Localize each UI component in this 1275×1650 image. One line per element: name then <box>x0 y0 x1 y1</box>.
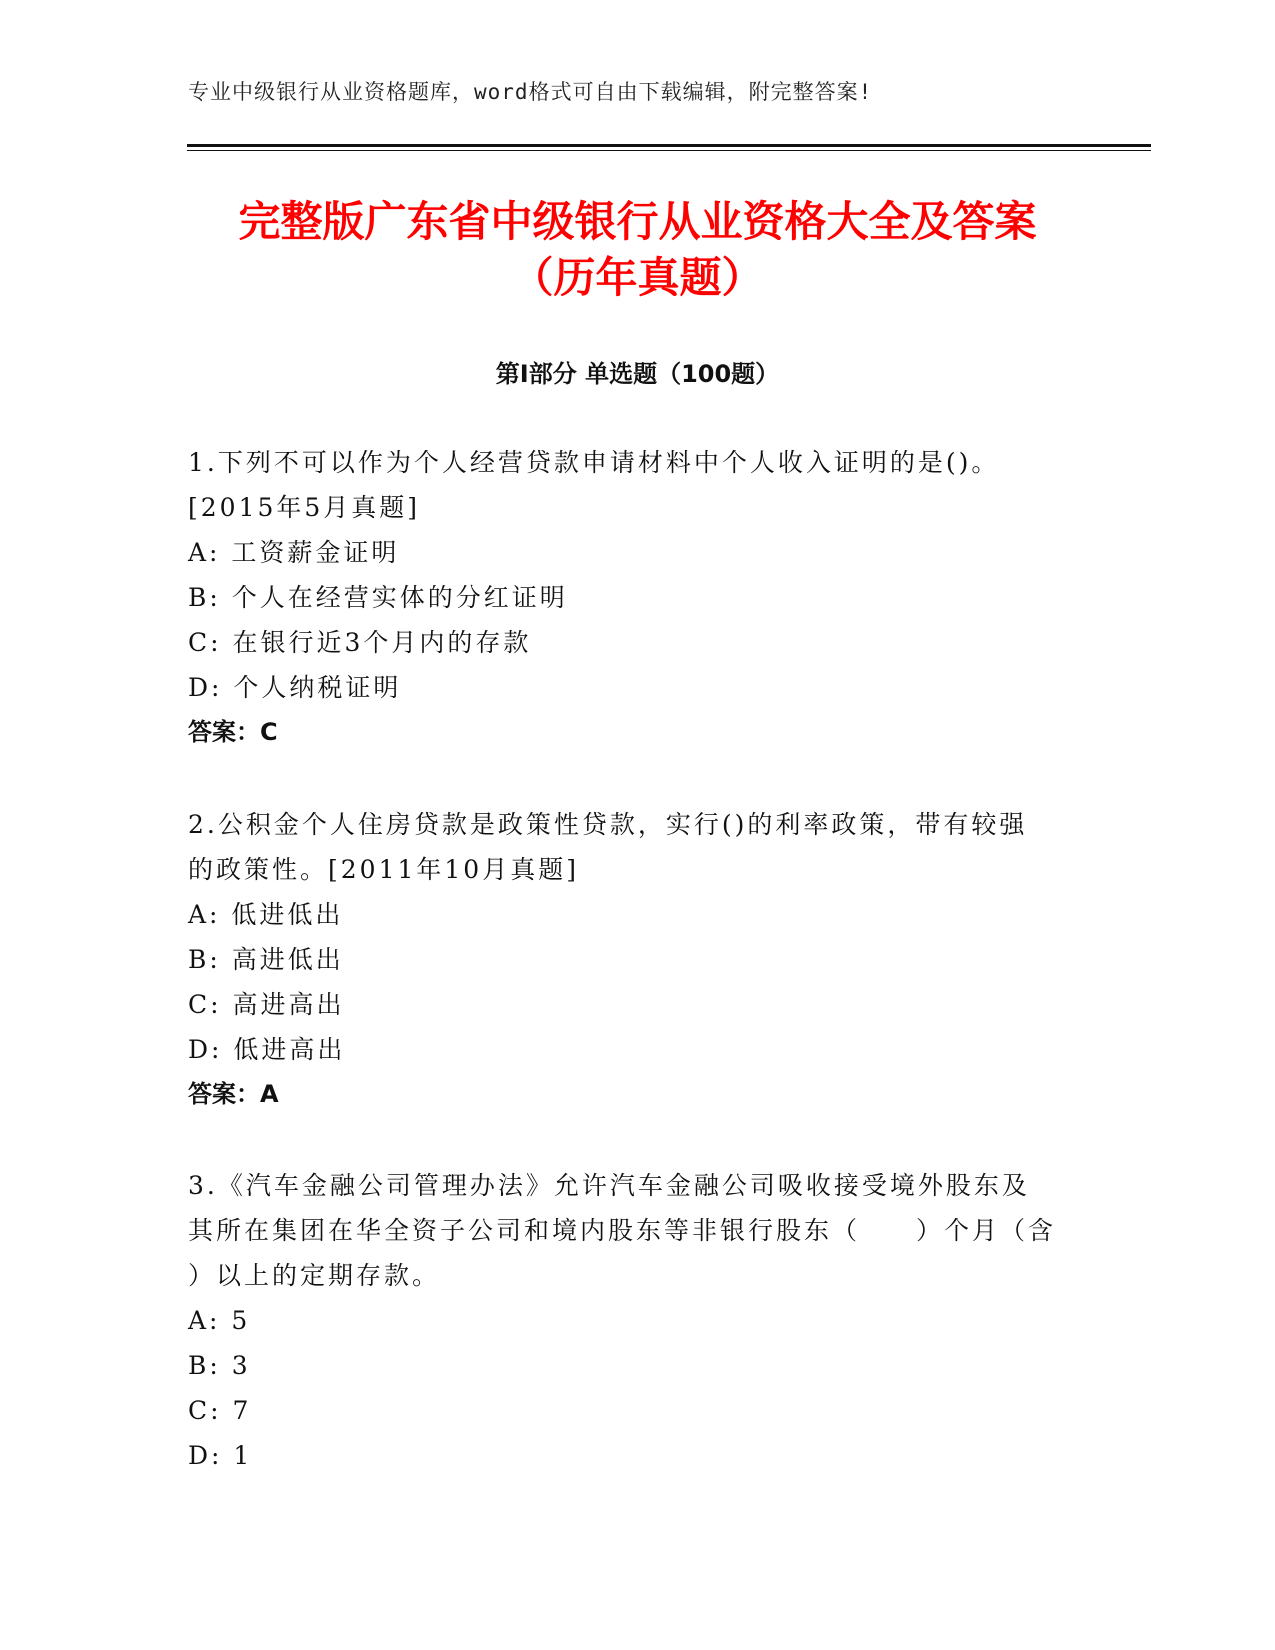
question-text-line: ）以上的定期存款。 <box>188 1261 441 1290</box>
question-2 <box>188 802 1088 1117</box>
section-title: 第Ⅰ部分 单选题（100题） <box>495 360 780 388</box>
question-text-line: 1.下列不可以作为个人经营贷款申请材料中个人收入证明的是()。 <box>188 448 1000 477</box>
header-rule-thick <box>187 144 1151 147</box>
question-text-line: 的政策性。[2011年10月真题] <box>188 855 579 884</box>
document-title-line-1: 完整版广东省中级银行从业资格大全及答案 <box>238 197 1037 246</box>
question-1 <box>188 440 1088 755</box>
option-b: B: 个人在经营实体的分红证明 <box>188 583 568 612</box>
option-b: B: 高进低出 <box>188 945 344 974</box>
option-a: A: 工资薪金证明 <box>188 538 400 567</box>
option-d: D: 1 <box>188 1441 253 1470</box>
question-text-line: 2.公积金个人住房贷款是政策性贷款，实行()的利率政策，带有较强 <box>188 810 1028 839</box>
option-d: D: 低进高出 <box>188 1035 346 1064</box>
header-note: 专业中级银行从业资格题库，word格式可自由下载编辑，附完整答案! <box>188 80 873 104</box>
header-rule-thin <box>187 150 1151 151</box>
option-c: C: 在银行近3个月内的存款 <box>188 628 532 657</box>
question-text-line: 其所在集团在华全资子公司和境内股东等非银行股东（ ）个月（含 <box>188 1216 1057 1245</box>
answer: 答案：A <box>188 1080 279 1108</box>
question-text-line: 3.《汽车金融公司管理办法》允许汽车金融公司吸收接受境外股东及 <box>188 1171 1030 1200</box>
question-3 <box>188 1163 1088 1478</box>
document-title <box>100 194 1175 306</box>
answer: 答案：C <box>188 718 278 746</box>
question-text-line: [2015年5月真题] <box>188 493 421 522</box>
option-c: C: 7 <box>188 1396 252 1425</box>
option-d: D: 个人纳税证明 <box>188 673 402 702</box>
option-b: B: 3 <box>188 1351 251 1380</box>
option-a: A: 低进低出 <box>188 900 344 929</box>
option-c: C: 高进高出 <box>188 990 345 1019</box>
option-a: A: 5 <box>188 1306 251 1335</box>
document-title-line-2: （历年真题） <box>511 253 764 302</box>
